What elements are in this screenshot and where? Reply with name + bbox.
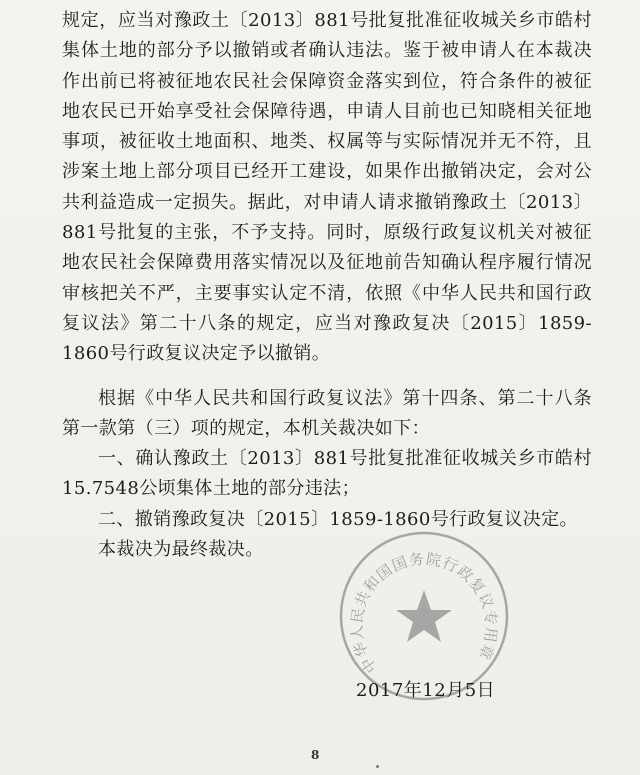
document-body bbox=[62, 6, 592, 565]
final-statement: 本裁决为最终裁决。 bbox=[98, 539, 264, 561]
scan-speck bbox=[376, 765, 379, 768]
page-number: 8 bbox=[311, 748, 320, 762]
svg-text:中华人民共和国国务院行政复议专用章: 中华人民共和国国务院行政复议专用章 bbox=[347, 550, 501, 677]
ruling-date: 2017年12月5日 bbox=[356, 680, 496, 701]
ruling-item-2: 二、撤销豫政复决〔2015〕1859-1860号行政复议决定。 bbox=[98, 508, 578, 530]
ruling-item-1: 一、确认豫政土〔2013〕881号批复批准征收城关乡市皓村15.7548公顷集体土地的部分违法； bbox=[62, 448, 592, 500]
paragraph-basis: 根据《中华人民共和国行政复议法》第十四条、第二十八条第一款第（三）项的规定，本机关裁决如下： bbox=[62, 387, 592, 439]
star-icon bbox=[396, 590, 452, 642]
paragraph-continuation: 规定，应当对豫政土〔2013〕881号批复批准征收城关乡市皓村集体土地的部分予以撤销或者确认违法。鉴于被申请人在本裁决作出前已将被征地农民社会保障资金落实到位，符合条件的被征地农民已开始享受社会保障待遇，申请人目前也已知晓相关征地事项，被征收土地面积、地类、权属等与实际情况并无不符，且涉案土地上部分项目已经开工建设，如果作出撤销决定，会对公共利益造成一定损失。据此，对申请人请求撤销豫政土〔2013〕881号批复的主张，不予支持。同时，原级行政复议机关对被征地农民社会保障费用落实情况以及征地前告知确认程序履行情况审核把关不严，主要事实认定不清，依照《中华人民共和国行政复议法》第二十八条的规定，应当对豫政复决〔2015〕1859-1860号行政复议决定予以撤销。 bbox=[62, 10, 592, 365]
